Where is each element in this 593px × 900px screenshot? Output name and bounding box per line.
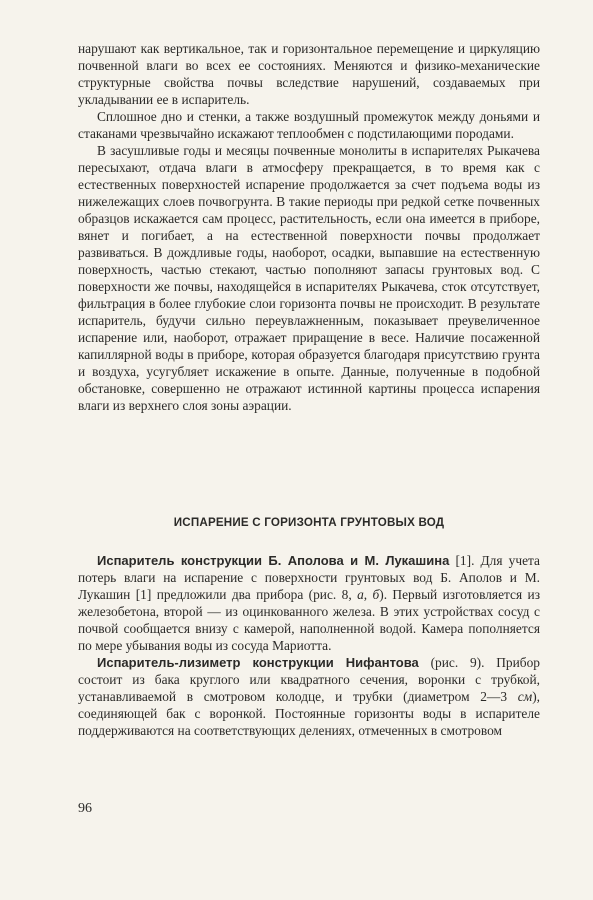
body-text-top — [78, 40, 540, 414]
unit-label: см — [517, 689, 533, 704]
paragraph-text: ). Первый изготовляется из железобетона, второй — из оцинкованного железа. В этих устройствах сосуд с почвой сообщается внизу с камерой, наполненной водой. Камера пополняется по мере убывания воды из сосуда Мариотта. — [78, 587, 540, 653]
paragraph-text: Для учета потерь влаги на испарение с поверхности грунтовых вод Б. Аполов и М. Лукашин [1] предложили два прибора (рис. 8, — [78, 553, 540, 602]
body-text-bottom — [78, 552, 540, 739]
runin-heading-apolov: Испаритель конструкции Б. Аполова и М. Лукашина — [97, 553, 450, 568]
paragraph-text: ), соединяющей бак с воронкой. Постоянные горизонты воды в испарителе поддерживаются на соответствующих делениях, отмеченных в смотровом — [78, 689, 540, 738]
paragraph-text: , — [363, 587, 373, 602]
paragraph-apolov-lukashin — [78, 552, 540, 654]
figure-ref-a: а — [357, 587, 364, 602]
page-number: 96 — [78, 801, 92, 816]
paragraph-continuation: нарушают как вертикальное, так и горизонтальное перемещение и циркуляцию почвенной влаги во всех ее состояниях. Меняются и физико-механические структурные свойства почвы вследствие нарушений, создаваемых при укладывании ее в испаритель. — [78, 41, 540, 107]
paragraph-heat-exchange: Сплошное дно и стенки, а также воздушный промежуток между доньями и стаканами чрезвычайно искажают теплообмен с подстилающими породами. — [78, 109, 540, 141]
reference-mark: [1]. — [449, 553, 475, 568]
figure-ref-b: б — [372, 587, 380, 602]
runin-heading-nifantov: Испаритель-лизиметр конструкции Нифантова — [97, 655, 419, 670]
paragraph-nifantov — [78, 654, 540, 739]
paragraph-text: (рис. 9). Прибор состоит из бака круглого или квадратного сечения, воронки с трубкой, устанавливаемой в смотровом колодце, и трубки (диаметром 2—3 — [78, 655, 540, 704]
section-heading: ИСПАРЕНИЕ С ГОРИЗОНТА ГРУНТОВЫХ ВОД — [173, 516, 445, 529]
paragraph-dry-years: В засушливые годы и месяцы почвенные монолиты в испарителях Рыкачева пересыхают, отдача влаги в атмосферу прекращается, в то время как с естественных поверхностей испарение продолжается за счет подъема воды из нижележащих слоев почвогрунта. В такие периоды при редкой сетке почвенных образцов искажается сам процесс, растительность, если она имеется в приборе, вянет и погибает, а на естественной поверхности почвы продолжает развиваться. В дождливые годы, наоборот, осадки, выпавшие на естественную поверхность, частью стекают, частью пополняют запасы грунтовых вод. С поверхности же почвы, находящейся в испарителях Рыкачева, сток отсутствует, фильтрация в более глубокие слои горизонта почвы не происходит. В результате испаритель, будучи сильно переувлажненным, показывает преувеличенное испарение или, наоборот, отражает приращение в весе. Наличие посаженной капиллярной воды в приборе, которая образуется благодаря присутствию грунта и воздуха, усугубляет искажение в опыте. Данные, полученные в подобной обстановке, совершенно не отражают истинной картины процесса испарения влаги из верхнего слоя зоны аэрации. — [78, 143, 540, 413]
